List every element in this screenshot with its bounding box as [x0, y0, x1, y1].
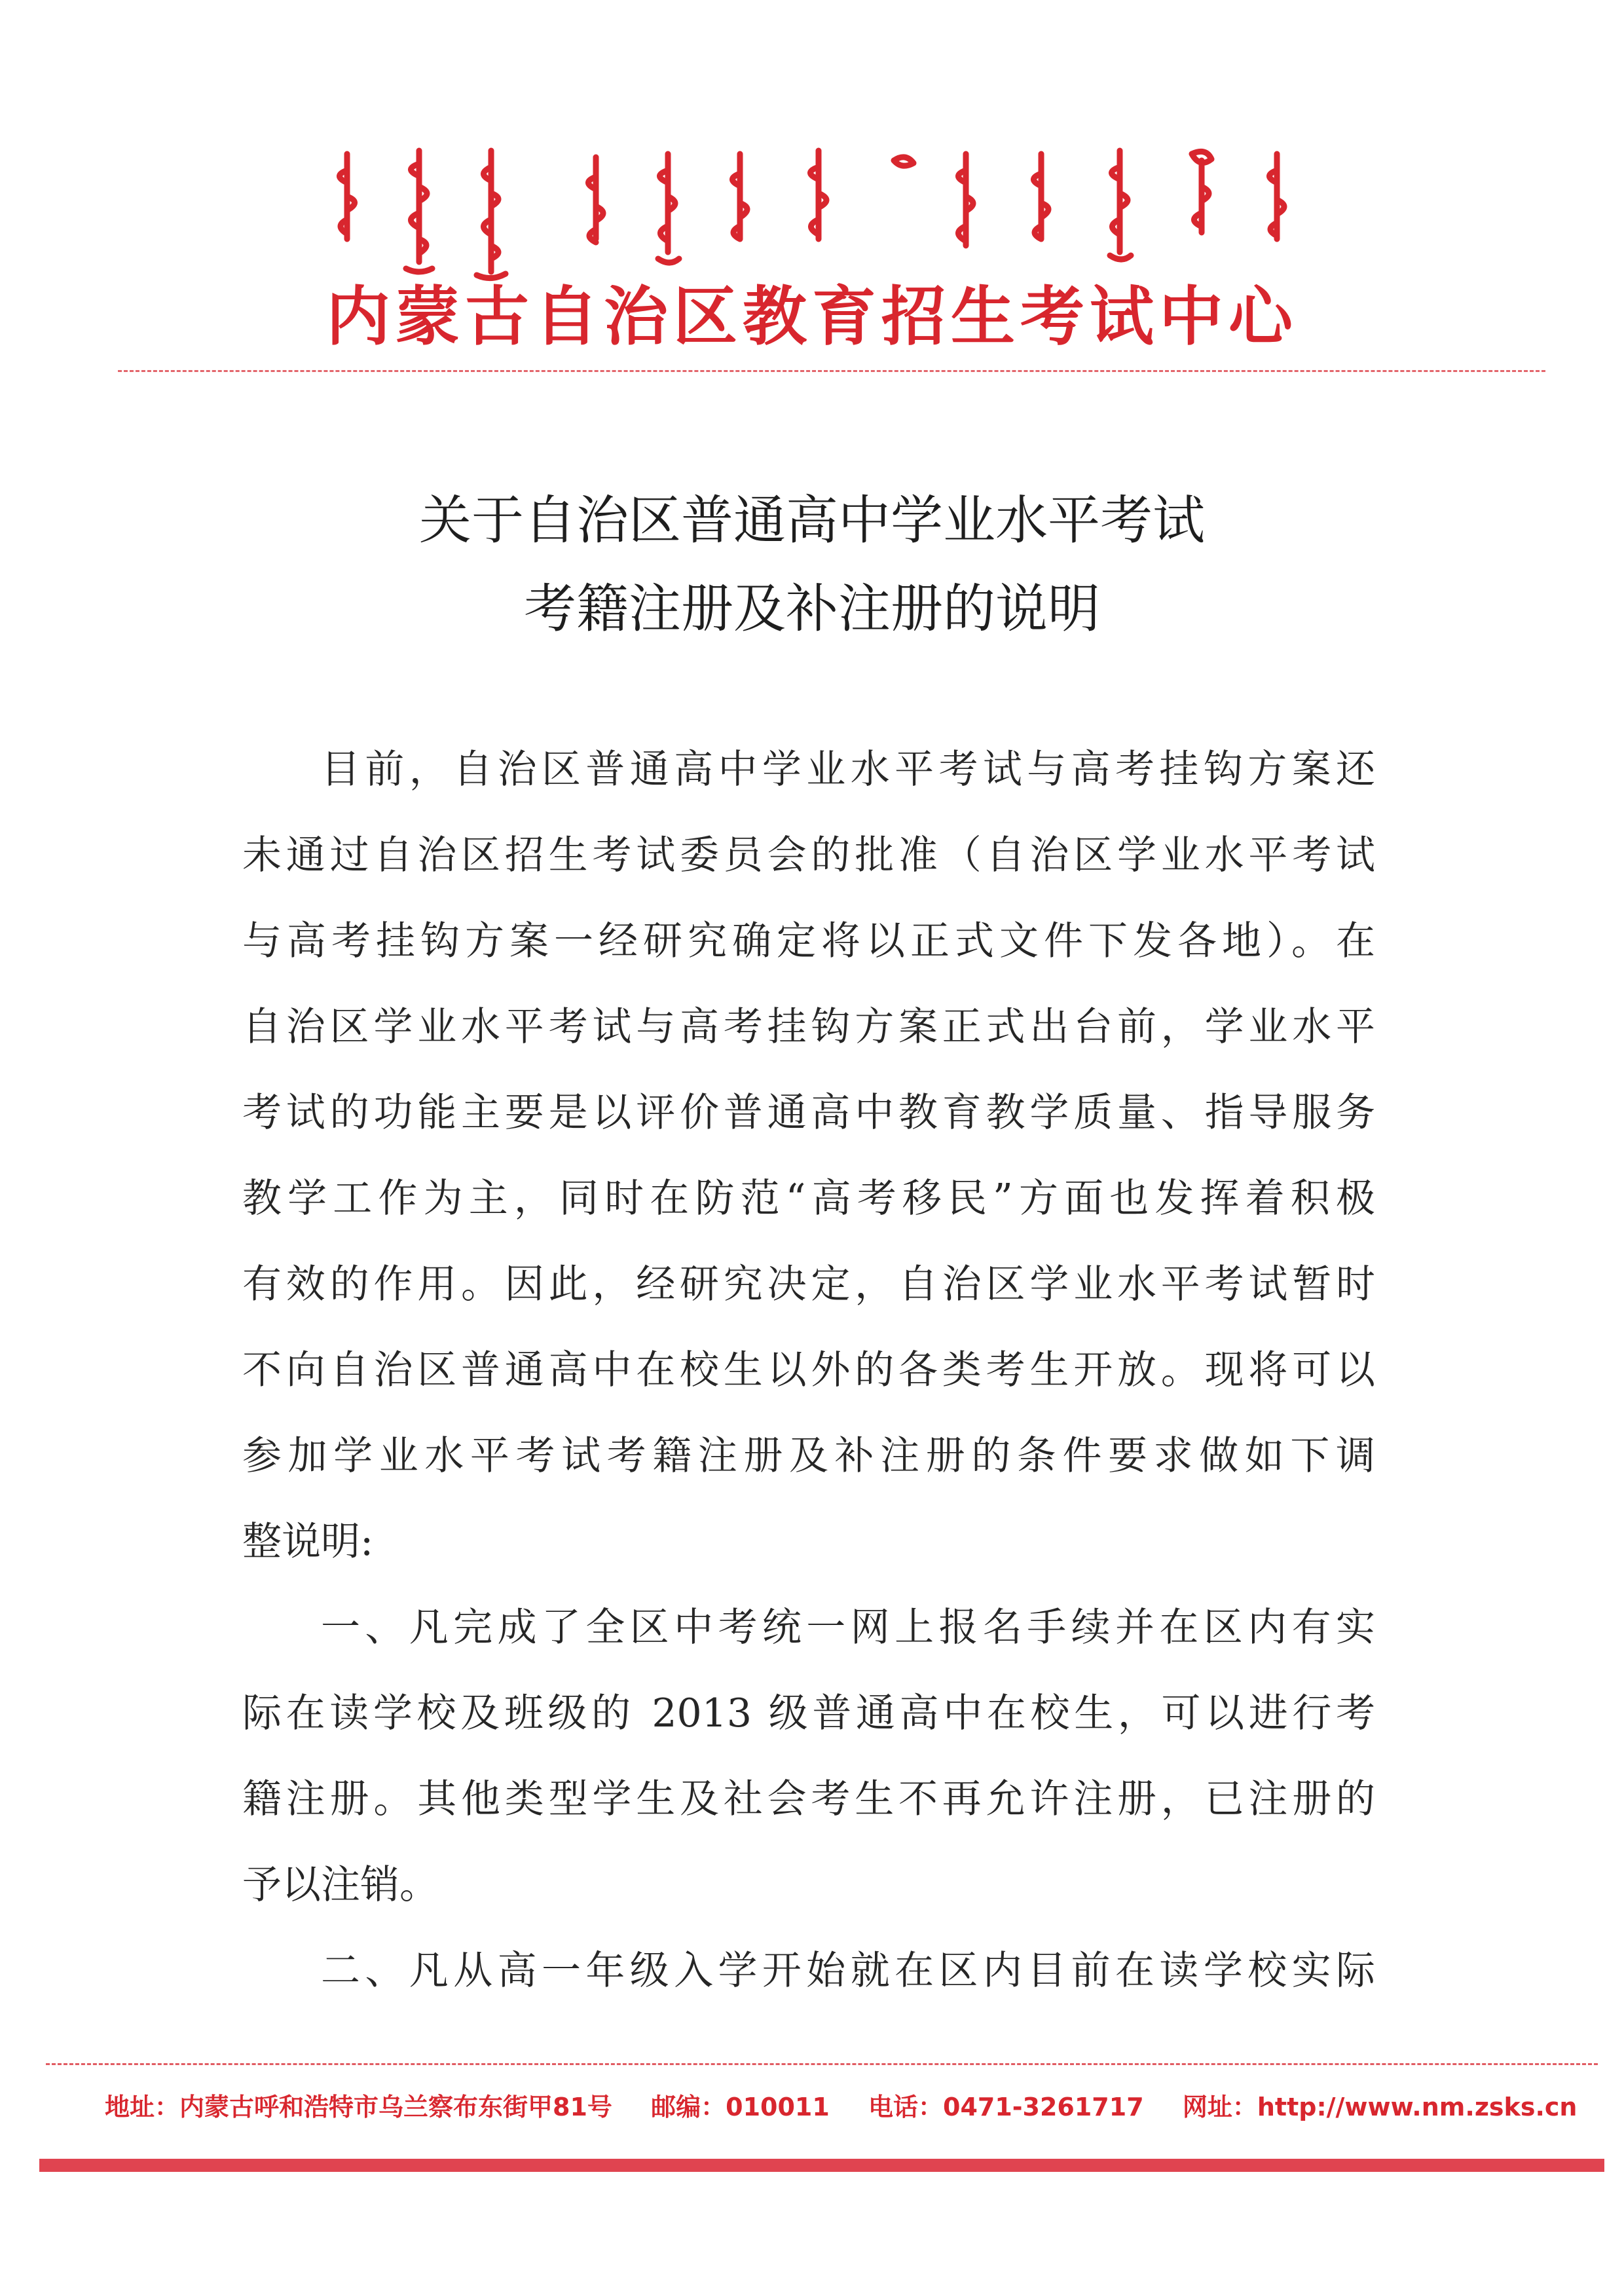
document-title-line-1: 关于自治区普通高中学业水平考试 — [419, 490, 1205, 551]
body-line: 二、凡从高一年级入学开始就在区内目前在读学校实际 — [321, 1948, 1375, 1994]
body-line: 教学工作为主，同时在防范“高考移民”方面也发挥着积极 — [242, 1176, 1375, 1222]
body-line: 目前，自治区普通高中学业水平考试与高考挂钩方案还 — [321, 747, 1375, 793]
footer-address: 地址：内蒙古呼和浩特市乌兰察布东街甲81号 — [105, 2093, 612, 2121]
body-line: 际在读学校及班级的 2013 级普通高中在校生，可以进行考 — [242, 1690, 1375, 1736]
footer-contact — [105, 2087, 1578, 2123]
footer-phone: 电话：0471-3261717 — [868, 2093, 1144, 2121]
document-title-line-2: 考籍注册及补注册的说明 — [524, 578, 1100, 639]
body-line: 不向自治区普通高中在校生以外的各类考生开放。现将可以 — [242, 1347, 1375, 1393]
letterhead-divider — [118, 370, 1545, 372]
body-line: 自治区学业水平考试与高考挂钩方案正式出台前，学业水平 — [242, 1004, 1375, 1050]
body-line: 参加学业水平考试考籍注册及补注册的条件要求做如下调 — [242, 1433, 1375, 1479]
body-line: 籍注册。其他类型学生及社会考生不再允许注册，已注册的 — [242, 1776, 1375, 1822]
body-line: 予以注销。 — [242, 1862, 439, 1908]
body-line: 整说明: — [242, 1519, 374, 1565]
footer-divider — [46, 2063, 1598, 2065]
body-line: 有效的作用。因此，经研究决定，自治区学业水平考试暂时 — [242, 1261, 1375, 1307]
mongolian-org-name-logo — [327, 141, 1349, 282]
org-name-chinese: 内蒙古自治区教育招生考试中心 — [325, 280, 1298, 354]
body-line: 一、凡完成了全区中考统一网上报名手续并在区内有实 — [321, 1605, 1375, 1651]
footer-postcode: 邮编：010011 — [651, 2093, 830, 2121]
document-body — [242, 727, 1375, 2014]
footer-bar — [39, 2159, 1604, 2172]
body-line: 考试的功能主要是以评价普通高中教育教学质量、指导服务 — [242, 1090, 1375, 1136]
footer-website: 网址：http://www.nm.zsks.cn — [1182, 2093, 1578, 2121]
body-line: 未通过自治区招生考试委员会的批准（自治区学业水平考试 — [242, 832, 1375, 878]
body-line: 与高考挂钩方案一经研究确定将以正式文件下发各地）。在 — [242, 918, 1375, 964]
